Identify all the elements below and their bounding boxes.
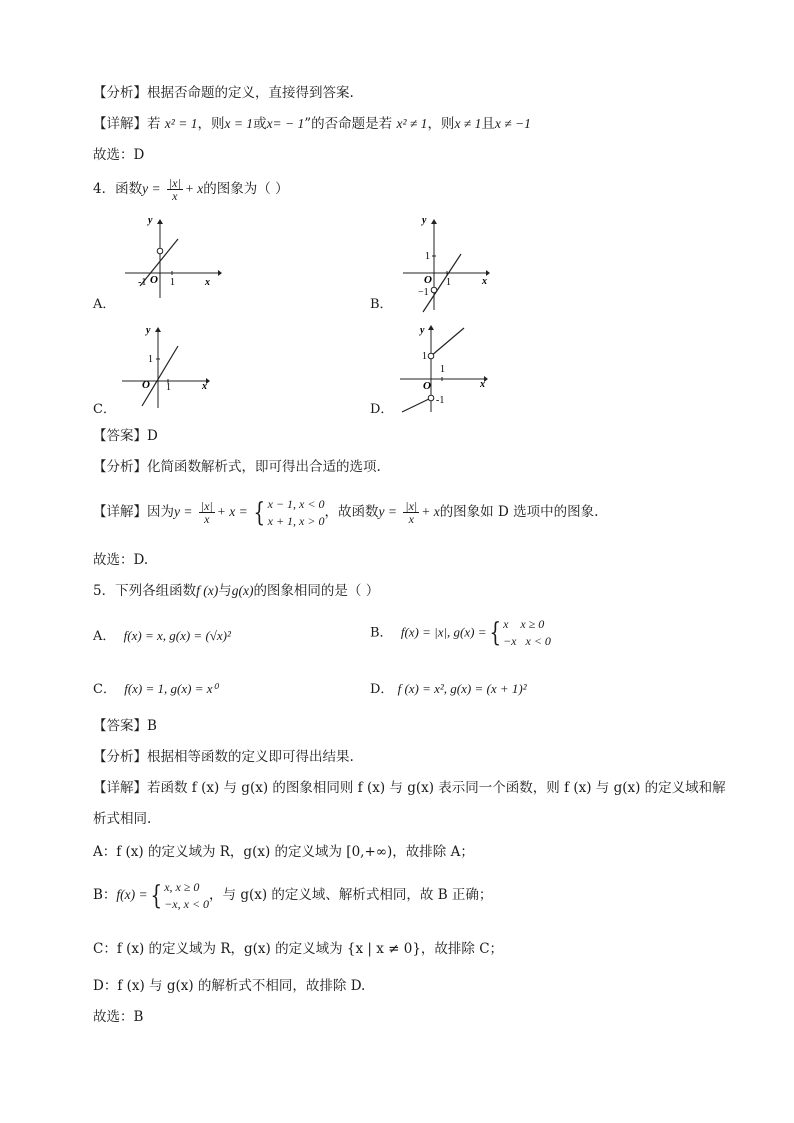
q5-d-line: D：f (x) 与 g(x) 的解析式不相同，故排除 D. (93, 978, 366, 994)
fraction (403, 500, 419, 525)
case: −x x < 0 (503, 634, 551, 648)
math: + x (184, 181, 204, 196)
detail-tag: 【详解】 (93, 116, 147, 132)
tick-label: 1 (425, 251, 430, 262)
brace: { (488, 618, 501, 648)
math: g(x) (231, 583, 254, 598)
math: y = (142, 181, 161, 196)
q5-option-b (370, 616, 551, 650)
y-axis-label: y (420, 325, 425, 336)
q5-stem (93, 582, 379, 600)
x-axis-label: x (482, 276, 487, 287)
text: ，故函数 (324, 504, 379, 520)
numerator: |x| (168, 176, 181, 190)
option-a-label: A． (93, 297, 116, 312)
x-axis-label: x (202, 381, 207, 392)
answer-value: D (147, 428, 158, 444)
text: 或 (253, 116, 267, 132)
option-c-label: C． (93, 402, 116, 417)
detail-tag: 【详解】 (93, 780, 147, 796)
tick-label: 1 (148, 354, 153, 365)
text: 若函数 f (x) 与 g(x) 的图象相同则 f (x) 与 g(x) 表示同一个函数，则 f (x) 与 g(x) 的定义域和解 (147, 780, 726, 796)
option-letter: D． (370, 682, 394, 697)
equals: = (235, 504, 252, 519)
math: x² ≠ 1 (396, 116, 428, 131)
graph-b (398, 214, 498, 314)
case: −x, x < 0 (164, 896, 210, 911)
x-axis-label: x (205, 277, 210, 288)
tick-label: 1 (422, 351, 427, 362)
q5-option-a (93, 628, 231, 645)
cases (268, 496, 325, 530)
q5-detail-cont: 析式相同. (93, 811, 152, 827)
math: x= − 1 (266, 116, 305, 131)
q5-detail (93, 779, 726, 797)
numerator: |x| (405, 499, 418, 513)
text: 4．函数 (93, 181, 143, 197)
origin-label: O (150, 274, 158, 286)
q4-analysis (93, 458, 381, 476)
analysis-tag: 【分析】 (93, 459, 147, 475)
graph-a (120, 214, 230, 304)
q5-option-c (93, 681, 218, 698)
graph-d (396, 320, 496, 414)
brace: { (253, 497, 266, 528)
tick-label: -1 (436, 395, 445, 406)
fraction (167, 177, 183, 202)
answer-tag: 【答案】 (93, 718, 147, 734)
math: y = (174, 504, 193, 519)
tick-label: 1 (166, 382, 171, 393)
option-letter: C． (93, 682, 116, 697)
text: B： (93, 887, 117, 903)
q5-choose: 故选：B (93, 1009, 144, 1025)
text: ”的否命题是若 (304, 116, 393, 132)
q4-answer (93, 427, 158, 445)
tick-label: 1 (440, 364, 445, 375)
tick-label: -1 (138, 277, 147, 288)
q5-option-d (370, 681, 527, 698)
math: f(x) = (116, 887, 148, 902)
text: 与 (218, 583, 232, 599)
math: x ≠ −1 (494, 116, 531, 131)
cases (503, 616, 551, 650)
math: f(x) = x, g(x) = (√x)² (123, 628, 231, 643)
numerator: |x| (200, 499, 213, 513)
case: x x ≥ 0 (503, 617, 545, 631)
q3-analysis (93, 84, 354, 102)
math: + x (216, 504, 236, 519)
case: x − 1, x < 0 (267, 496, 325, 511)
q4-stem (93, 174, 289, 204)
math: x ≠ 1 (454, 116, 482, 131)
text: ，与 g(x) 的定义域、解析式相同，故 B 正确； (209, 887, 493, 903)
case: x, x ≥ 0 (164, 879, 200, 894)
origin-label: O (142, 379, 150, 391)
analysis-text: 根据否命题的定义，直接得到答案. (147, 85, 354, 101)
q5-a-line: A：f (x) 的定义域为 R，g(x) 的定义域为 [0,+∞)，故排除 A； (93, 844, 474, 860)
text: ，则 (197, 116, 225, 132)
text: 若 (147, 116, 161, 132)
math: f(x) = 1, g(x) = x⁰ (124, 681, 218, 696)
q4-choose: 故选：D. (93, 552, 149, 568)
math: f (x) = x², g(x) = (x + 1)² (397, 681, 527, 696)
text: 的图象相同的是（ ） (253, 583, 380, 599)
y-axis-label: y (146, 325, 151, 336)
detail-tag: 【详解】 (93, 504, 147, 520)
math: x = 1 (224, 116, 254, 131)
analysis-tag: 【分析】 (93, 749, 147, 765)
q5-answer (93, 717, 157, 735)
analysis-text: 化简函数解析式，即可得出合适的选项. (147, 459, 381, 475)
option-b-label: B． (370, 297, 393, 312)
origin-label: O (423, 380, 431, 392)
option-d-label: D． (370, 402, 394, 417)
cases (164, 879, 209, 913)
denominator: x (172, 189, 178, 203)
math: y = (378, 504, 397, 519)
text: 5．下列各组函数 (93, 583, 197, 599)
tick-label: 1 (446, 277, 451, 288)
origin-label: O (424, 274, 432, 286)
graph-c (118, 322, 218, 414)
denominator: x (204, 512, 210, 526)
answer-tag: 【答案】 (93, 428, 147, 444)
fraction (199, 500, 215, 525)
math: + x (421, 504, 440, 519)
tick-label: −1 (418, 287, 429, 298)
text: ，则 (427, 116, 455, 132)
text: 的图象为（ ） (203, 181, 289, 197)
tick-label: 1 (170, 277, 175, 288)
q5-c-line: C：f (x) 的定义域为 R，g(x) 的定义域为 {x | x ≠ 0}，故排除 C； (93, 941, 504, 957)
q5-b-line (93, 878, 492, 913)
math: f (x) (196, 583, 219, 598)
q3-choose: 故选：D (93, 147, 145, 163)
q5-analysis (93, 748, 354, 766)
math: x² = 1 (164, 116, 198, 131)
math: f(x) = |x|, g(x) = (400, 624, 487, 640)
analysis-tag: 【分析】 (93, 85, 147, 101)
brace: { (150, 880, 162, 911)
case: x + 1, x > 0 (267, 513, 325, 528)
option-letter: A． (93, 629, 116, 644)
x-axis-label: x (480, 379, 485, 390)
text: 因为 (147, 504, 174, 520)
text: 且 (481, 116, 495, 132)
option-letter: B． (370, 625, 393, 641)
q3-detail (93, 115, 531, 133)
answer-value: B (147, 718, 157, 734)
denominator: x (408, 512, 414, 526)
q4-detail (93, 492, 598, 532)
analysis-text: 根据相等函数的定义即可得出结果. (147, 749, 354, 765)
text: 的图象如 D 选项中的图象. (439, 504, 599, 520)
y-axis-label: y (148, 215, 153, 226)
y-axis-label: y (422, 215, 427, 226)
